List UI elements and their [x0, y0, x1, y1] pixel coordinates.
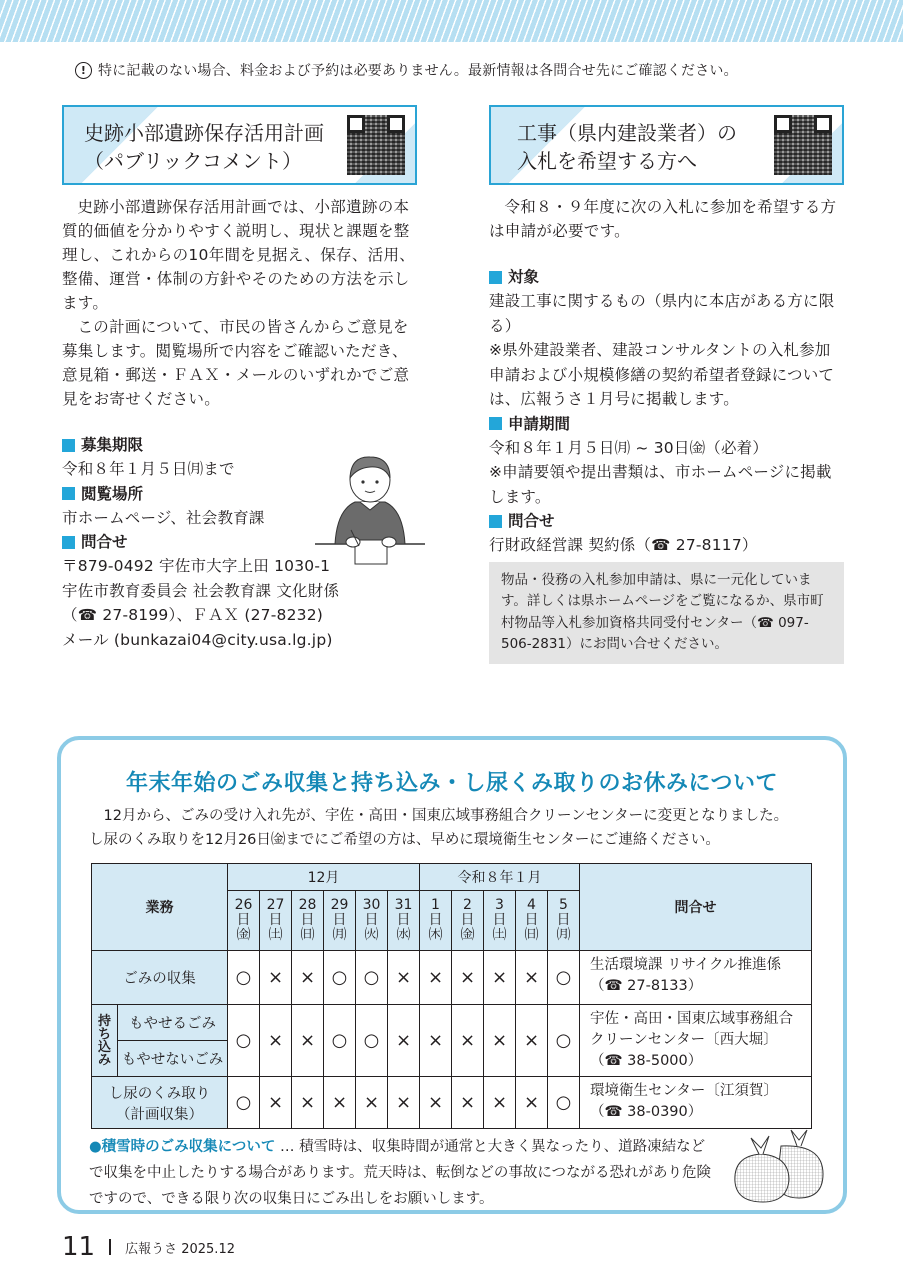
row-label: もやせないごみ [118, 1041, 228, 1077]
bidding-article [489, 105, 844, 664]
square-bullet-icon [489, 515, 502, 528]
contact-email[interactable]: メール (bunkazai04@city.usa.lg.jp) [62, 630, 333, 649]
availability-mark: × [516, 951, 548, 1005]
contact-text: 行財政経営課 契約係（☎ 27-8117） [489, 536, 758, 554]
square-bullet-icon [62, 439, 75, 452]
snow-collection-note [89, 1134, 719, 1212]
section-heading-text: 募集期限 [81, 436, 144, 454]
availability-mark: × [516, 1005, 548, 1077]
availability-mark: × [260, 951, 292, 1005]
publication-name: 広報うさ 2025.12 [125, 1241, 235, 1257]
row-label: ごみの収集 [92, 951, 228, 1005]
availability-mark: × [388, 951, 420, 1005]
availability-mark: ○ [228, 951, 260, 1005]
article-body [62, 195, 417, 411]
row-label-line: （計画収集） [116, 1106, 203, 1123]
boy-writing-illustration [315, 450, 425, 570]
section-heading-text: 対象 [508, 268, 540, 286]
availability-mark: × [420, 1005, 452, 1077]
table-row [92, 1005, 812, 1041]
availability-mark: × [484, 951, 516, 1005]
day-header: 4 日 ㈰ [516, 891, 548, 951]
notice-text: 特に記載のない場合、料金および予約は必要ありません。最新情報は各問合せ先にご確認ください。 [98, 63, 738, 79]
availability-mark: × [356, 1077, 388, 1129]
group-label-text: 持 ち 込 み [97, 1013, 111, 1068]
square-bullet-icon [62, 536, 75, 549]
intro-paragraph: 令和８・９年度に次の入札に参加を希望する方は申請が必要です。 [489, 198, 837, 240]
availability-mark: ○ [324, 951, 356, 1005]
square-bullet-icon [489, 271, 502, 284]
holiday-schedule-table [91, 863, 812, 1129]
contact-cell [580, 951, 812, 1005]
availability-mark: ○ [548, 951, 580, 1005]
day-header: 29 日 ㈪ [324, 891, 356, 951]
contact-cell [580, 1077, 812, 1129]
section-heading-text: 問合せ [81, 533, 128, 551]
contact-phone-fax: （☎ 27-8199）、ＦＡＸ (27-8232) [62, 606, 324, 624]
availability-mark: × [292, 951, 324, 1005]
goods-bidding-note: 物品・役務の入札参加申請は、県に一元化しています。詳しくは県ホームページをご覧になるか、県市町村物品等入札参加資格共同受付センター（☎ 097-506-2831）にお問い合せください。 [489, 562, 844, 664]
availability-mark: × [260, 1077, 292, 1129]
availability-mark: × [452, 951, 484, 1005]
application-period: 令和８年１月５日㈪ ~ 30日㈮（必着） [489, 438, 769, 457]
availability-mark: × [292, 1077, 324, 1129]
public-comment-article [62, 105, 417, 652]
day-header: 30 日 ㈫ [356, 891, 388, 951]
col-contact-header: 問合せ [580, 864, 812, 951]
deadline-text: 令和８年１月５日㈪まで [62, 460, 235, 478]
availability-mark: × [292, 1005, 324, 1077]
availability-mark: ○ [324, 1005, 356, 1077]
article-title-box [62, 105, 417, 185]
exclamation-circle-icon: ! [75, 62, 92, 79]
article-title-box [489, 105, 844, 185]
article-title-line1: 工事（県内建設業者）の [517, 121, 737, 145]
contact-address: 〒879-0492 宇佐市大字上田 1030-1 [62, 557, 331, 575]
row-label-line: し尿のくみ取り [108, 1085, 211, 1102]
qr-code-icon[interactable] [347, 115, 405, 175]
carry-in-group-label [92, 1005, 118, 1077]
day-header: 26 日 ㈮ [228, 891, 260, 951]
garbage-bags-illustration [731, 1124, 831, 1204]
application-note: ※申請要領や提出書類は、市ホームページに掲載します。 [489, 463, 832, 506]
intro-line: 12月から、ごみの受け入れ先が、宇佐・高田・国東広域事務組合クリーンセンターに変更となりました。 [103, 808, 789, 824]
day-header: 28 日 ㈰ [292, 891, 324, 951]
availability-mark: ○ [548, 1005, 580, 1077]
row-label: もやせるごみ [118, 1005, 228, 1041]
day-header: 1 日 ㈭ [420, 891, 452, 951]
contact-line: クリーンセンター〔西大堀〕 [590, 1032, 778, 1048]
day-header: 27 日 ㈯ [260, 891, 292, 951]
contact-line: （☎ 38-0390） [590, 1104, 703, 1120]
article-intro [489, 195, 844, 243]
availability-mark: × [452, 1077, 484, 1129]
contact-department: 宇佐市教育委員会 社会教育課 文化財係 [62, 581, 340, 600]
article-title-line2: 入札を希望する方へ [517, 149, 697, 173]
day-header: 5 日 ㈪ [548, 891, 580, 951]
body-paragraph: 史跡小部遺跡保存活用計画では、小部遺跡の本質的価値を分かりやすく説明し、現状と課題を整理し、これからの10年間を見据え、保存、活用、整備、運営・体制の方針やそのための方法を示します。 [62, 198, 416, 312]
availability-mark: × [452, 1005, 484, 1077]
table-row [92, 1077, 812, 1129]
notice-bar [75, 60, 738, 80]
snow-note-text: … 積雪時は、収集時間が通常と大きく異なったり、道路凍結などで収集を中止したりする場合があります。荒天時は、転倒などの事故につながる恐れがあり危険ですので、できる限り次の収集日にごみ出しをお願いします。 [89, 1139, 712, 1207]
intro-line: し尿のくみ取りを12月26日㈮までにご希望の方は、早めに環境衛生センターにご連絡ください。 [89, 832, 720, 848]
col-task-header: 業務 [92, 864, 228, 951]
table-row [92, 951, 812, 1005]
section-heading [489, 509, 844, 533]
section-heading-text: 申請期間 [508, 414, 571, 433]
page-number: 11 [62, 1232, 96, 1262]
day-header: 2 日 ㈮ [452, 891, 484, 951]
availability-mark: × [388, 1077, 420, 1129]
availability-mark: × [420, 951, 452, 1005]
garbage-title: 年末年始のごみ収集と持ち込み・し尿くみ取りのお休みについて [125, 771, 779, 796]
section-heading [489, 412, 844, 436]
section-heading [489, 265, 844, 289]
square-bullet-icon [489, 417, 502, 430]
availability-mark: × [420, 1077, 452, 1129]
square-bullet-icon [62, 487, 75, 500]
availability-mark: ○ [228, 1077, 260, 1129]
year-end-garbage-notice [57, 736, 847, 1214]
contact-line: 宇佐・高田・国東広域事務組合 [590, 1011, 793, 1027]
contact-cell [580, 1005, 812, 1077]
month-header-jan: 令和８年１月 [420, 864, 580, 891]
availability-mark: × [516, 1077, 548, 1129]
qr-code-icon[interactable] [774, 115, 832, 175]
row-label [92, 1077, 228, 1129]
availability-mark: ○ [548, 1077, 580, 1129]
viewing-location-text: 市ホームページ、社会教育課 [62, 508, 265, 527]
article-title-line1: 史跡小部遺跡保存活用計画 [84, 121, 324, 145]
target-text: 建設工事に関するもの（県内に本店がある方に限る） [489, 292, 835, 335]
section-heading-text: 閲覧場所 [81, 484, 144, 503]
availability-mark: ○ [356, 1005, 388, 1077]
body-paragraph: この計画について、市民の皆さんからご意見を募集します。閲覧場所で内容をご確認いただき、意見箱・郵送・ＦＡＸ・メールのいずれかでご意見をお寄せください。 [62, 318, 410, 408]
article-title-line2: （パブリックコメント） [84, 149, 302, 173]
availability-mark: × [484, 1077, 516, 1129]
contact-line: 生活環境課 リサイクル推進係 [590, 957, 782, 973]
decorative-top-band [0, 0, 903, 42]
availability-mark: × [388, 1005, 420, 1077]
snow-note-heading: ●積雪時のごみ収集について [89, 1139, 276, 1155]
day-header: 3 日 ㈯ [484, 891, 516, 951]
contact-line: （☎ 38-5000） [590, 1053, 703, 1069]
availability-mark: × [324, 1077, 356, 1129]
day-header: 31 日 ㈬ [388, 891, 420, 951]
contact-line: （☎ 27-8133） [590, 978, 703, 994]
article-sections [489, 265, 844, 558]
contact-line: 環境衛生センター〔江須賀〕 [590, 1083, 778, 1099]
availability-mark: ○ [356, 951, 388, 1005]
availability-mark: × [260, 1005, 292, 1077]
availability-mark: ○ [228, 1005, 260, 1077]
garbage-intro [89, 804, 788, 852]
month-header-dec: 12月 [228, 864, 420, 891]
page-footer [62, 1232, 235, 1262]
section-heading-text: 問合せ [508, 512, 555, 530]
availability-mark: × [484, 1005, 516, 1077]
footer-divider [109, 1239, 111, 1255]
target-note: ※県外建設業者、建設コンサルタントの入札参加申請および小規模修繕の契約希望者登録については、広報うさ１月号に掲載します。 [489, 341, 835, 408]
